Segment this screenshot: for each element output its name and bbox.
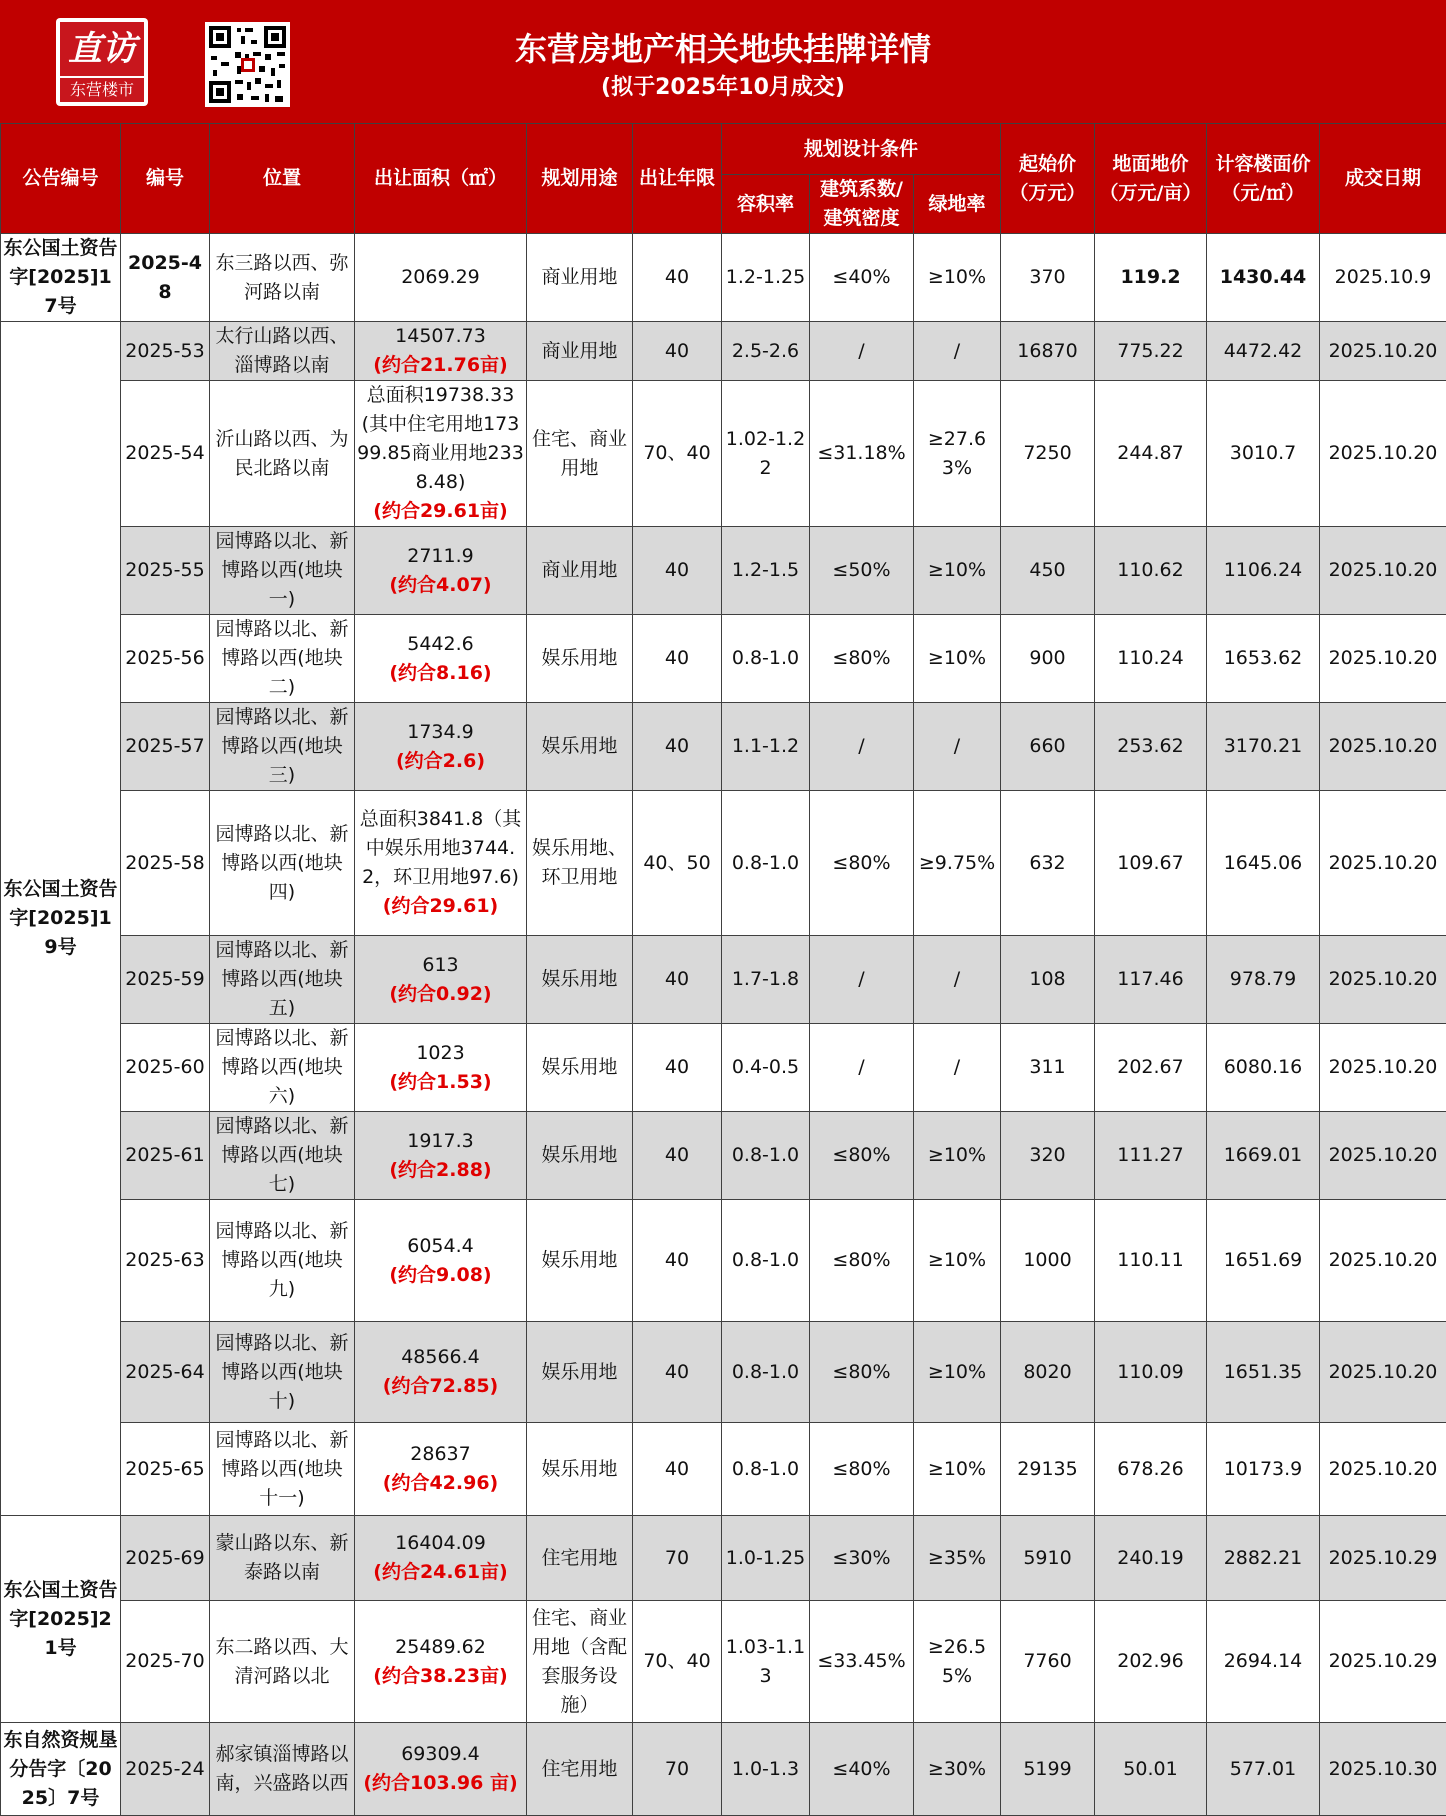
cell-area — [355, 1601, 527, 1723]
plot-code: 2025-60 — [121, 1024, 210, 1112]
cell-land-price: 119.2 — [1095, 234, 1207, 322]
plot-code: 2025-24 — [121, 1723, 210, 1816]
area-mu-note: (约合38.23亩) — [357, 1662, 524, 1691]
cell-years: 40 — [633, 615, 722, 703]
table-row — [1, 1112, 1446, 1200]
cell-far: 0.8-1.0 — [722, 1423, 810, 1516]
cell-date: 2025.10.20 — [1320, 1423, 1446, 1516]
plot-code: 2025-54 — [121, 381, 210, 527]
cell-location: 园博路以北、新博路以西(地块一) — [210, 527, 355, 615]
cell-green: ≥9.75% — [914, 791, 1001, 936]
cell-use: 娱乐用地 — [527, 1423, 633, 1516]
cell-years: 70 — [633, 1723, 722, 1816]
cell-far: 0.8-1.0 — [722, 1322, 810, 1423]
cell-density: / — [810, 322, 914, 381]
area-mu-note: (约合4.07) — [357, 571, 524, 600]
area-mu-note: (约合72.85) — [357, 1372, 524, 1401]
area-mu-note: (约合0.92) — [357, 980, 524, 1009]
cell-far: 0.4-0.5 — [722, 1024, 810, 1112]
cell-years: 40 — [633, 234, 722, 322]
cell-years: 40、50 — [633, 791, 722, 936]
cell-floor-price: 1645.06 — [1207, 791, 1320, 936]
land-listing-table — [0, 123, 1446, 1816]
cell-date: 2025.10.20 — [1320, 1112, 1446, 1200]
cell-area — [355, 1200, 527, 1322]
table-row — [1, 1423, 1446, 1516]
cell-area — [355, 234, 527, 322]
cell-far: 1.02-1.22 — [722, 381, 810, 527]
plot-code: 2025-63 — [121, 1200, 210, 1322]
cell-far: 1.0-1.3 — [722, 1723, 810, 1816]
cell-date: 2025.10.20 — [1320, 791, 1446, 936]
cell-location: 蒙山路以东、新泰路以南 — [210, 1516, 355, 1601]
cell-land-price: 117.46 — [1095, 936, 1207, 1024]
area-value: 69309.4 — [357, 1740, 524, 1769]
cell-floor-price: 2882.21 — [1207, 1516, 1320, 1601]
cell-far: 2.5-2.6 — [722, 322, 810, 381]
cell-date: 2025.10.29 — [1320, 1601, 1446, 1723]
cell-area — [355, 703, 527, 791]
plot-code: 2025-69 — [121, 1516, 210, 1601]
plot-code: 2025-53 — [121, 322, 210, 381]
cell-area — [355, 936, 527, 1024]
cell-floor-price: 10173.9 — [1207, 1423, 1320, 1516]
table-row — [1, 381, 1446, 527]
cell-density: ≤80% — [810, 1112, 914, 1200]
cell-location: 园博路以北、新博路以西(地块二) — [210, 615, 355, 703]
cell-far: 0.8-1.0 — [722, 615, 810, 703]
cell-location: 沂山路以西、为民北路以南 — [210, 381, 355, 527]
cell-far: 1.0-1.25 — [722, 1516, 810, 1601]
header-location: 位置 — [210, 124, 355, 234]
cell-area — [355, 1024, 527, 1112]
cell-location: 太行山路以西、淄博路以南 — [210, 322, 355, 381]
cell-area — [355, 615, 527, 703]
area-value: 总面积19738.33(其中住宅用地17399.85商业用地2338.48) — [357, 381, 524, 497]
cell-land-price: 240.19 — [1095, 1516, 1207, 1601]
cell-use: 娱乐用地 — [527, 1112, 633, 1200]
notice-number: 东公国土资告字[2025]19号 — [1, 322, 121, 1516]
cell-land-price: 110.62 — [1095, 527, 1207, 615]
cell-date: 2025.10.20 — [1320, 527, 1446, 615]
cell-green: ≥10% — [914, 1200, 1001, 1322]
cell-land-price: 244.87 — [1095, 381, 1207, 527]
area-value: 2069.29 — [357, 263, 524, 292]
cell-green: ≥10% — [914, 527, 1001, 615]
cell-far: 0.8-1.0 — [722, 791, 810, 936]
cell-years: 40 — [633, 1024, 722, 1112]
area-value: 2711.9 — [357, 542, 524, 571]
cell-date: 2025.10.20 — [1320, 936, 1446, 1024]
cell-density: ≤80% — [810, 1200, 914, 1322]
cell-location: 园博路以北、新博路以西(地块七) — [210, 1112, 355, 1200]
cell-floor-price: 1653.62 — [1207, 615, 1320, 703]
cell-land-price: 110.24 — [1095, 615, 1207, 703]
cell-use: 住宅用地 — [527, 1516, 633, 1601]
area-mu-note: (约合21.76亩) — [357, 351, 524, 380]
area-value: 1917.3 — [357, 1127, 524, 1156]
cell-use: 住宅用地 — [527, 1723, 633, 1816]
plot-code: 2025-59 — [121, 936, 210, 1024]
plot-code: 2025-64 — [121, 1322, 210, 1423]
area-mu-note: (约合42.96) — [357, 1469, 524, 1498]
cell-location: 园博路以北、新博路以西(地块四) — [210, 791, 355, 936]
header-floor-price: 计容楼面价（元/㎡） — [1207, 124, 1320, 234]
cell-far: 1.2-1.5 — [722, 527, 810, 615]
cell-start-price: 5199 — [1001, 1723, 1095, 1816]
title-banner — [0, 0, 1446, 123]
cell-area — [355, 322, 527, 381]
cell-start-price: 1000 — [1001, 1200, 1095, 1322]
cell-location: 园博路以北、新博路以西(地块三) — [210, 703, 355, 791]
cell-location: 园博路以北、新博路以西(地块六) — [210, 1024, 355, 1112]
cell-floor-price: 1651.69 — [1207, 1200, 1320, 1322]
cell-start-price: 108 — [1001, 936, 1095, 1024]
area-mu-note: (约合2.88) — [357, 1156, 524, 1185]
header-years: 出让年限 — [633, 124, 722, 234]
cell-floor-price: 3010.7 — [1207, 381, 1320, 527]
cell-far: 1.1-1.2 — [722, 703, 810, 791]
header-start-price: 起始价（万元） — [1001, 124, 1095, 234]
cell-green: ≥10% — [914, 1112, 1001, 1200]
cell-floor-price: 1430.44 — [1207, 234, 1320, 322]
area-value: 6054.4 — [357, 1232, 524, 1261]
cell-date: 2025.10.20 — [1320, 703, 1446, 791]
cell-date: 2025.10.20 — [1320, 322, 1446, 381]
cell-use: 住宅、商业用地 — [527, 381, 633, 527]
cell-green: / — [914, 936, 1001, 1024]
area-value: 613 — [357, 951, 524, 980]
plot-code: 2025-55 — [121, 527, 210, 615]
cell-start-price: 7760 — [1001, 1601, 1095, 1723]
table-row — [1, 1516, 1446, 1601]
cell-years: 40 — [633, 936, 722, 1024]
cell-date: 2025.10.20 — [1320, 381, 1446, 527]
cell-density: ≤80% — [810, 1423, 914, 1516]
cell-land-price: 110.09 — [1095, 1322, 1207, 1423]
area-mu-note: (约合29.61) — [357, 892, 524, 921]
area-value: 25489.62 — [357, 1633, 524, 1662]
cell-far: 1.03-1.13 — [722, 1601, 810, 1723]
plot-code: 2025-56 — [121, 615, 210, 703]
area-mu-note: (约合29.61亩) — [357, 497, 524, 526]
plot-code: 2025-61 — [121, 1112, 210, 1200]
cell-date: 2025.10.20 — [1320, 1024, 1446, 1112]
cell-start-price: 900 — [1001, 615, 1095, 703]
cell-start-price: 8020 — [1001, 1322, 1095, 1423]
notice-number: 东公国土资告字[2025]17号 — [1, 234, 121, 322]
cell-date: 2025.10.20 — [1320, 1200, 1446, 1322]
cell-green: ≥10% — [914, 615, 1001, 703]
area-mu-note: (约合8.16) — [357, 659, 524, 688]
cell-location: 东三路以西、弥河路以南 — [210, 234, 355, 322]
cell-date: 2025.10.20 — [1320, 1322, 1446, 1423]
cell-density: ≤80% — [810, 615, 914, 703]
cell-floor-price: 1669.01 — [1207, 1112, 1320, 1200]
cell-density: / — [810, 703, 914, 791]
cell-date: 2025.10.20 — [1320, 615, 1446, 703]
cell-green: ≥27.63% — [914, 381, 1001, 527]
cell-years: 40 — [633, 527, 722, 615]
cell-area — [355, 1112, 527, 1200]
cell-use: 娱乐用地 — [527, 1322, 633, 1423]
cell-years: 70、40 — [633, 1601, 722, 1723]
cell-land-price: 111.27 — [1095, 1112, 1207, 1200]
cell-years: 40 — [633, 1322, 722, 1423]
area-value: 14507.73 — [357, 322, 524, 351]
cell-start-price: 7250 — [1001, 381, 1095, 527]
plot-code: 2025-57 — [121, 703, 210, 791]
logo-top-text: 直访 — [60, 22, 144, 76]
cell-green: ≥10% — [914, 1423, 1001, 1516]
cell-location: 园博路以北、新博路以西(地块五) — [210, 936, 355, 1024]
cell-date: 2025.10.9 — [1320, 234, 1446, 322]
table-row — [1, 1601, 1446, 1723]
table-row — [1, 1723, 1446, 1816]
cell-start-price: 632 — [1001, 791, 1095, 936]
area-value: 总面积3841.8（其中娱乐用地3744.2，环卫用地97.6) — [357, 805, 524, 892]
area-value: 48566.4 — [357, 1343, 524, 1372]
cell-years: 40 — [633, 322, 722, 381]
cell-area — [355, 1322, 527, 1423]
plot-code: 2025-70 — [121, 1601, 210, 1723]
header-green: 绿地率 — [914, 175, 1001, 234]
cell-floor-price: 6080.16 — [1207, 1024, 1320, 1112]
cell-start-price: 660 — [1001, 703, 1095, 791]
cell-floor-price: 1651.35 — [1207, 1322, 1320, 1423]
table-row — [1, 527, 1446, 615]
plot-code: 2025-58 — [121, 791, 210, 936]
plot-code: 2025-48 — [121, 234, 210, 322]
cell-location: 园博路以北、新博路以西(地块十) — [210, 1322, 355, 1423]
cell-start-price: 370 — [1001, 234, 1095, 322]
cell-area — [355, 527, 527, 615]
cell-density: ≤80% — [810, 791, 914, 936]
header-far: 容积率 — [722, 175, 810, 234]
area-mu-note: (约合103.96 亩) — [357, 1769, 524, 1798]
cell-date: 2025.10.30 — [1320, 1723, 1446, 1816]
cell-location: 东二路以西、大清河路以北 — [210, 1601, 355, 1723]
cell-green: / — [914, 1024, 1001, 1112]
cell-years: 70、40 — [633, 381, 722, 527]
notice-number: 东自然资规垦分告字〔2025〕7号 — [1, 1723, 121, 1816]
header-planning-group: 规划设计条件 — [722, 124, 1001, 175]
header-code: 编号 — [121, 124, 210, 234]
cell-years: 40 — [633, 1200, 722, 1322]
cell-green: / — [914, 322, 1001, 381]
header-land-price: 地面地价（万元/亩） — [1095, 124, 1207, 234]
header-density: 建筑系数/建筑密度 — [810, 175, 914, 234]
page-subtitle: (拟于2025年10月成交) — [0, 70, 1446, 101]
cell-start-price: 5910 — [1001, 1516, 1095, 1601]
cell-use: 娱乐用地 — [527, 1024, 633, 1112]
cell-land-price: 109.67 — [1095, 791, 1207, 936]
area-value: 5442.6 — [357, 630, 524, 659]
notice-number: 东公国土资告字[2025]21号 — [1, 1516, 121, 1723]
cell-green: ≥30% — [914, 1723, 1001, 1816]
cell-density: ≤80% — [810, 1322, 914, 1423]
table-row — [1, 791, 1446, 936]
cell-use: 娱乐用地 — [527, 1200, 633, 1322]
cell-density: ≤40% — [810, 1723, 914, 1816]
cell-use: 住宅、商业用地（含配套服务设施） — [527, 1601, 633, 1723]
cell-floor-price: 1106.24 — [1207, 527, 1320, 615]
cell-area — [355, 791, 527, 936]
cell-use: 商业用地 — [527, 322, 633, 381]
cell-density: ≤33.45% — [810, 1601, 914, 1723]
cell-density: ≤50% — [810, 527, 914, 615]
area-mu-note: (约合2.6) — [357, 747, 524, 776]
area-value: 1734.9 — [357, 718, 524, 747]
cell-floor-price: 577.01 — [1207, 1723, 1320, 1816]
cell-far: 1.7-1.8 — [722, 936, 810, 1024]
cell-location: 园博路以北、新博路以西(地块九) — [210, 1200, 355, 1322]
cell-area — [355, 1723, 527, 1816]
cell-land-price: 775.22 — [1095, 322, 1207, 381]
table-row — [1, 936, 1446, 1024]
cell-far: 1.2-1.25 — [722, 234, 810, 322]
cell-use: 娱乐用地、环卫用地 — [527, 791, 633, 936]
cell-density: / — [810, 1024, 914, 1112]
cell-green: ≥26.55% — [914, 1601, 1001, 1723]
area-value: 28637 — [357, 1440, 524, 1469]
cell-land-price: 50.01 — [1095, 1723, 1207, 1816]
cell-years: 40 — [633, 1112, 722, 1200]
cell-start-price: 450 — [1001, 527, 1095, 615]
page-title: 东营房地产相关地块挂牌详情 — [0, 24, 1446, 70]
table-row — [1, 1322, 1446, 1423]
plot-code: 2025-65 — [121, 1423, 210, 1516]
cell-floor-price: 3170.21 — [1207, 703, 1320, 791]
cell-density: ≤31.18% — [810, 381, 914, 527]
cell-use: 商业用地 — [527, 527, 633, 615]
cell-land-price: 253.62 — [1095, 703, 1207, 791]
cell-density: / — [810, 936, 914, 1024]
cell-floor-price: 2694.14 — [1207, 1601, 1320, 1723]
area-value: 16404.09 — [357, 1529, 524, 1558]
cell-use: 商业用地 — [527, 234, 633, 322]
header-notice: 公告编号 — [1, 124, 121, 234]
cell-floor-price: 4472.42 — [1207, 322, 1320, 381]
cell-green: ≥35% — [914, 1516, 1001, 1601]
cell-date: 2025.10.29 — [1320, 1516, 1446, 1601]
header-date: 成交日期 — [1320, 124, 1446, 234]
cell-green: ≥10% — [914, 1322, 1001, 1423]
cell-use: 娱乐用地 — [527, 936, 633, 1024]
area-mu-note: (约合9.08) — [357, 1261, 524, 1290]
cell-years: 40 — [633, 703, 722, 791]
cell-start-price: 320 — [1001, 1112, 1095, 1200]
header-area: 出让面积（㎡） — [355, 124, 527, 234]
cell-land-price: 202.67 — [1095, 1024, 1207, 1112]
table-row — [1, 234, 1446, 322]
cell-location: 园博路以北、新博路以西(地块十一) — [210, 1423, 355, 1516]
table-body — [1, 234, 1446, 1816]
cell-green: ≥10% — [914, 234, 1001, 322]
cell-use: 娱乐用地 — [527, 703, 633, 791]
cell-land-price: 202.96 — [1095, 1601, 1207, 1723]
cell-far: 0.8-1.0 — [722, 1200, 810, 1322]
cell-use: 娱乐用地 — [527, 615, 633, 703]
cell-density: ≤40% — [810, 234, 914, 322]
cell-start-price: 29135 — [1001, 1423, 1095, 1516]
cell-years: 70 — [633, 1516, 722, 1601]
table-row — [1, 1024, 1446, 1112]
cell-area — [355, 381, 527, 527]
table-row — [1, 615, 1446, 703]
area-value: 1023 — [357, 1039, 524, 1068]
area-mu-note: (约合24.61亩) — [357, 1558, 524, 1587]
cell-floor-price: 978.79 — [1207, 936, 1320, 1024]
cell-land-price: 110.11 — [1095, 1200, 1207, 1322]
cell-start-price: 311 — [1001, 1024, 1095, 1112]
cell-area — [355, 1423, 527, 1516]
header-use: 规划用途 — [527, 124, 633, 234]
cell-density: ≤30% — [810, 1516, 914, 1601]
table-row — [1, 1200, 1446, 1322]
cell-far: 0.8-1.0 — [722, 1112, 810, 1200]
cell-green: / — [914, 703, 1001, 791]
logo-bottom-text: 东营楼市 — [60, 78, 144, 102]
cell-area — [355, 1516, 527, 1601]
cell-location: 郝家镇淄博路以南，兴盛路以西 — [210, 1723, 355, 1816]
table-row — [1, 703, 1446, 791]
cell-land-price: 678.26 — [1095, 1423, 1207, 1516]
table-row — [1, 322, 1446, 381]
cell-years: 40 — [633, 1423, 722, 1516]
area-mu-note: (约合1.53) — [357, 1068, 524, 1097]
cell-start-price: 16870 — [1001, 322, 1095, 381]
